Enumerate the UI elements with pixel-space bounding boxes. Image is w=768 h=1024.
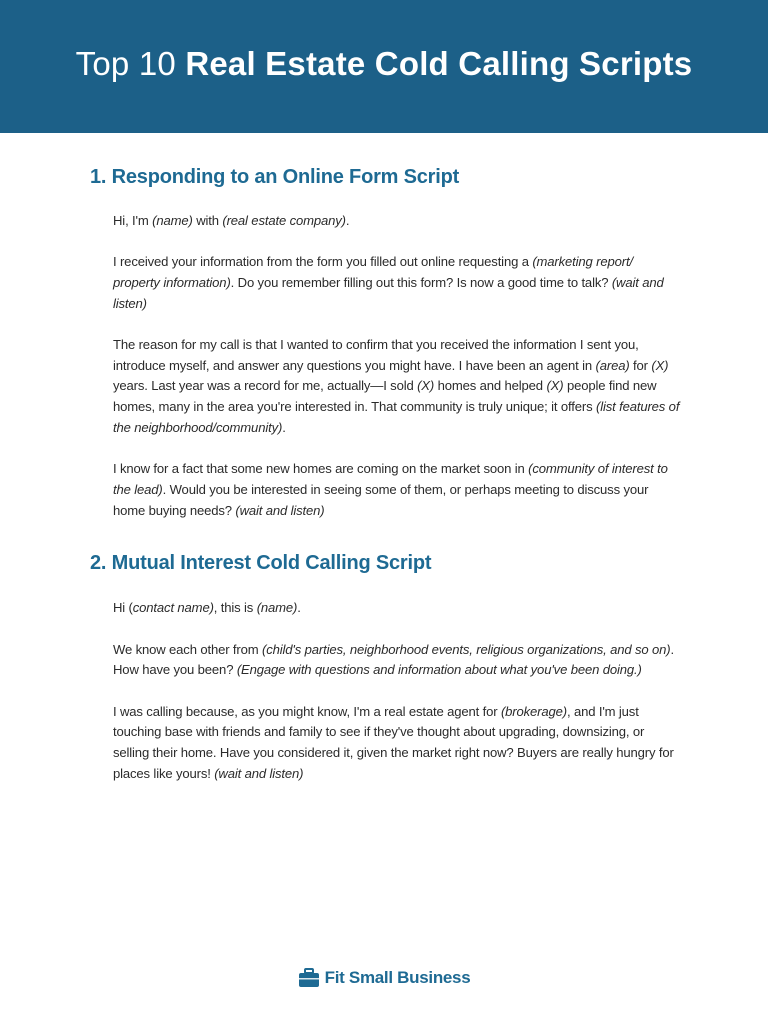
placeholder-text: (wait and listen) (214, 765, 304, 781)
section-heading: 1. Responding to an Online Form Script (90, 166, 460, 188)
script-text: years. Last year was a record for me, actually—I sold (113, 378, 418, 394)
script-text: people find new homes, many in the area you're interested in. That community is truly unique; it offers (113, 378, 657, 415)
placeholder-text: (marketing report/ property information) (113, 254, 633, 290)
script-text: for (629, 357, 652, 373)
placeholder-text: contact name) (132, 600, 214, 616)
placeholder-text: (brokerage) (500, 703, 567, 719)
script-text: . How have you been? (113, 641, 674, 678)
title-main: Real Estate Cold Calling Scripts (185, 44, 693, 82)
script-text: . Would you be interested in seeing some of them, or perhaps meeting to discuss your home buying needs? (113, 481, 649, 518)
placeholder-text: (Engage with questions and information about what you've been doing.) (236, 662, 642, 678)
script-paragraph (113, 702, 681, 785)
placeholder-text: (name) (256, 600, 298, 616)
placeholder-text: (X) (417, 378, 435, 394)
script-paragraph (113, 640, 681, 681)
script-section (90, 166, 690, 521)
section-heading: 2. Mutual Interest Cold Calling Script (90, 552, 432, 575)
footer-brand (0, 964, 768, 992)
placeholder-text: (X) (651, 357, 669, 373)
script-section (90, 552, 690, 784)
script-text: I received your information from the form you filled out online requesting a (113, 254, 533, 270)
script-paragraphs (113, 598, 681, 784)
script-paragraph (113, 335, 681, 439)
placeholder-text: (real estate company) (222, 213, 346, 228)
title-prefix: Top 10 (75, 44, 176, 82)
script-paragraphs (113, 211, 681, 521)
placeholder-text: (area) (595, 357, 630, 373)
script-paragraph (113, 211, 681, 232)
placeholder-text: (wait and listen) (235, 502, 325, 518)
script-text: , this is (213, 600, 257, 616)
script-paragraph (113, 252, 681, 314)
script-text: with (192, 213, 223, 228)
page-header (0, 0, 768, 133)
script-paragraph (113, 459, 681, 521)
script-text: Hi ( (113, 600, 133, 616)
brand-name: Fit Small Business (324, 968, 471, 987)
script-text: The reason for my call is that I wanted to confirm that you received the information I sent you, introduce myself, and answer any questions you might have. I have been an agent in (113, 337, 639, 373)
script-text: We know each other from (113, 641, 262, 657)
script-text: . Do you remember filling out this form? Is now a good time to talk? (230, 275, 612, 290)
script-text: . (345, 213, 350, 228)
placeholder-text: (community of interest to the lead) (113, 461, 668, 497)
script-text: Hi, I'm (113, 213, 153, 228)
placeholder-text: (X) (546, 378, 564, 394)
script-text: , and I'm just touching base with friends and family to see if they've thought about upgrading, downsizing, or selling their home. Have you considered it, given the market right now? Buyers are really hungry for places like yours! (113, 703, 674, 781)
page-title (76, 45, 693, 83)
briefcase-icon (298, 968, 320, 988)
script-text: . (297, 600, 301, 616)
script-text: homes and helped (434, 378, 547, 394)
script-text: I was calling because, as you might know, I'm a real estate agent for (113, 703, 501, 719)
placeholder-text: (name) (152, 213, 193, 228)
placeholder-text: (child's parties, neighborhood events, religious organizations, and so on) (262, 641, 671, 657)
script-paragraph (113, 598, 681, 619)
script-text: I know for a fact that some new homes are coming on the market soon in (113, 461, 529, 477)
placeholder-text: (wait and listen) (113, 275, 664, 311)
placeholder-text: (list features of the neighborhood/community) (113, 399, 680, 435)
document-body (90, 166, 690, 805)
script-text: . (282, 419, 286, 435)
